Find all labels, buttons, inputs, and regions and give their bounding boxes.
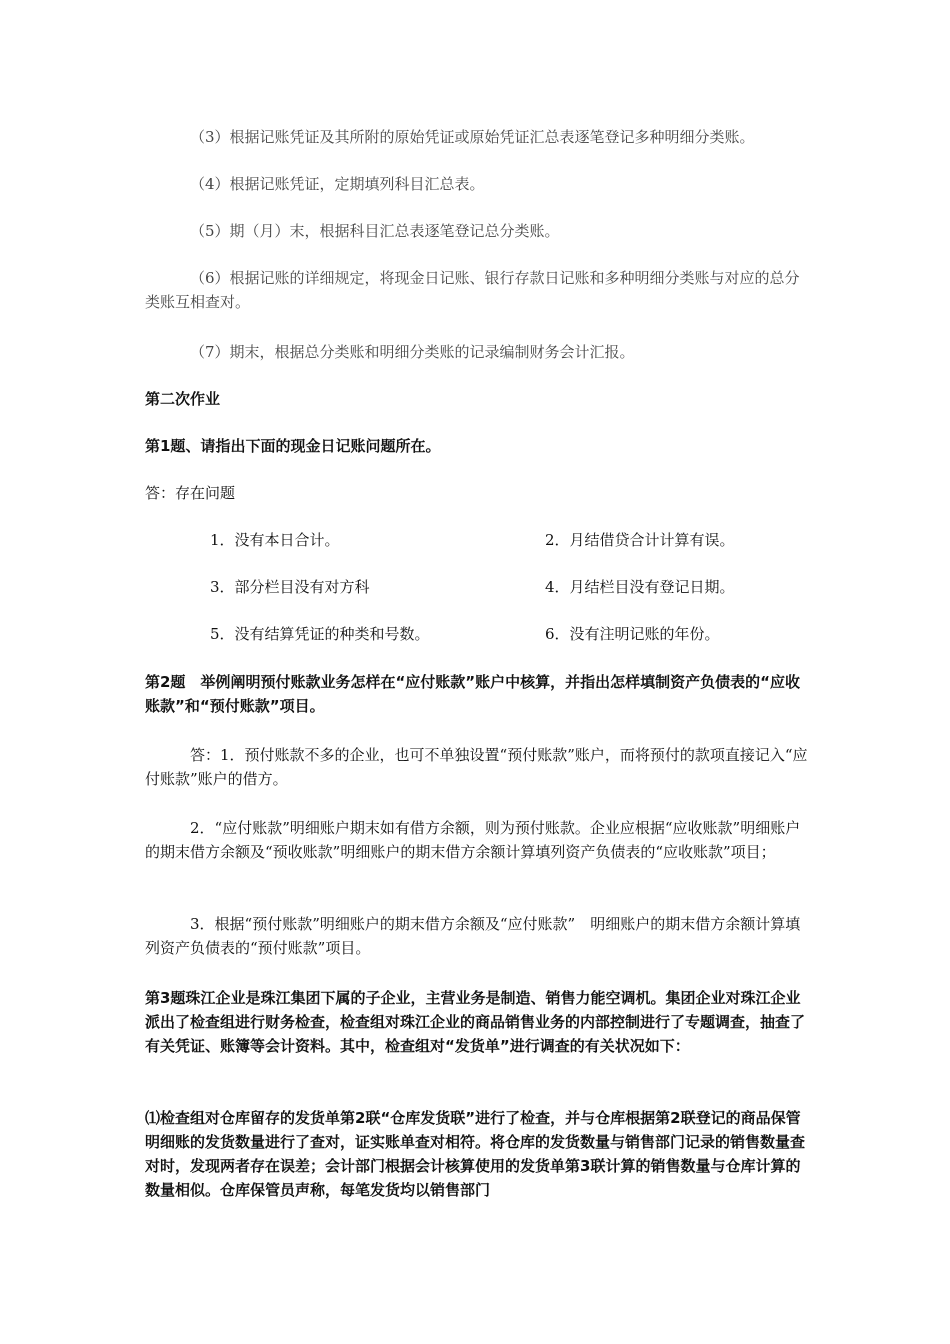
section-title: 第二次作业: [145, 390, 221, 408]
question-3-item-1: ⑴检查组对仓库留存的发货单第2联“仓库发货联”进行了检查，并与仓库根据第2联登记的商品保管明细账的发货数量进行了查对，证实账单查对相符。将仓库的发货数量与销售部门记录的销售数量查对时，发现两者存在误差；会计部门根据会计核算使用的发货单第3联计算的销售数量与仓库计算的数量相似。仓库保管员声称，每笔发货均以销售部门: [145, 1109, 806, 1199]
issue-item: 2．月结借贷合计计算有误。: [545, 531, 735, 549]
issue-item: 5．没有结算凭证的种类和号数。: [210, 625, 430, 643]
question-1-title: 第1题、请指出下面的现金日记账问题所在。: [145, 437, 441, 455]
issue-item: 4．月结栏目没有登记日期。: [545, 578, 735, 596]
question-2-answer-2: 2．“应付账款”明细账户期末如有借方余额，则为预付账款。企业应根据“应收账款”明细账户的期末借方余额及“预收账款”明细账户的期末借方余额计算填列资产负债表的“应收账款”项目；: [145, 819, 801, 861]
step-7: （7）期末，根据总分类账和明细分类账的记录编制财务会计汇报。: [190, 343, 635, 361]
issue-item: 3．部分栏目没有对方科: [210, 578, 370, 596]
question-1-answer-intro: 答：存在问题: [145, 484, 236, 502]
step-6: （6）根据记账的详细规定，将现金日记账、银行存款日记账和多种明细分类账与对应的总分类账互相查对。: [145, 269, 800, 311]
step-4: （4）根据记账凭证，定期填列科目汇总表。: [190, 175, 485, 193]
step-5: （5）期（月）末，根据科目汇总表逐笔登记总分类账。: [190, 222, 560, 240]
question-2-answer-3: 3．根据“预付账款”明细账户的期末借方余额及“应付账款” 明细账户的期末借方余额计算填列资产负债表的“预付账款”项目。: [145, 915, 801, 957]
step-3: （3）根据记账凭证及其所附的原始凭证或原始凭证汇总表逐笔登记多种明细分类账。: [190, 128, 755, 146]
question-3-title: 第3题珠江企业是珠江集团下属的子企业，主营业务是制造、销售力能空调机。集团企业对珠江企业派出了检查组进行财务检查，检查组对珠江企业的商品销售业务的内部控制进行了专题调查，抽查了有关凭证、账簿等会计资料。其中，检查组对“发货单”进行调查的有关状况如下：: [145, 989, 806, 1055]
question-2-title: 第2题 举例阐明预付账款业务怎样在“应付账款”账户中核算，并指出怎样填制资产负债表的“应收账款”和“预付账款”项目。: [145, 673, 801, 715]
question-2-answer-1: 答：1．预付账款不多的企业，也可不单独设置“预付账款”账户，而将预付的款项直接记入“应付账款”账户的借方。: [145, 746, 808, 788]
issue-item: 6．没有注明记账的年份。: [545, 625, 720, 643]
issue-item: 1．没有本日合计。: [210, 531, 340, 549]
